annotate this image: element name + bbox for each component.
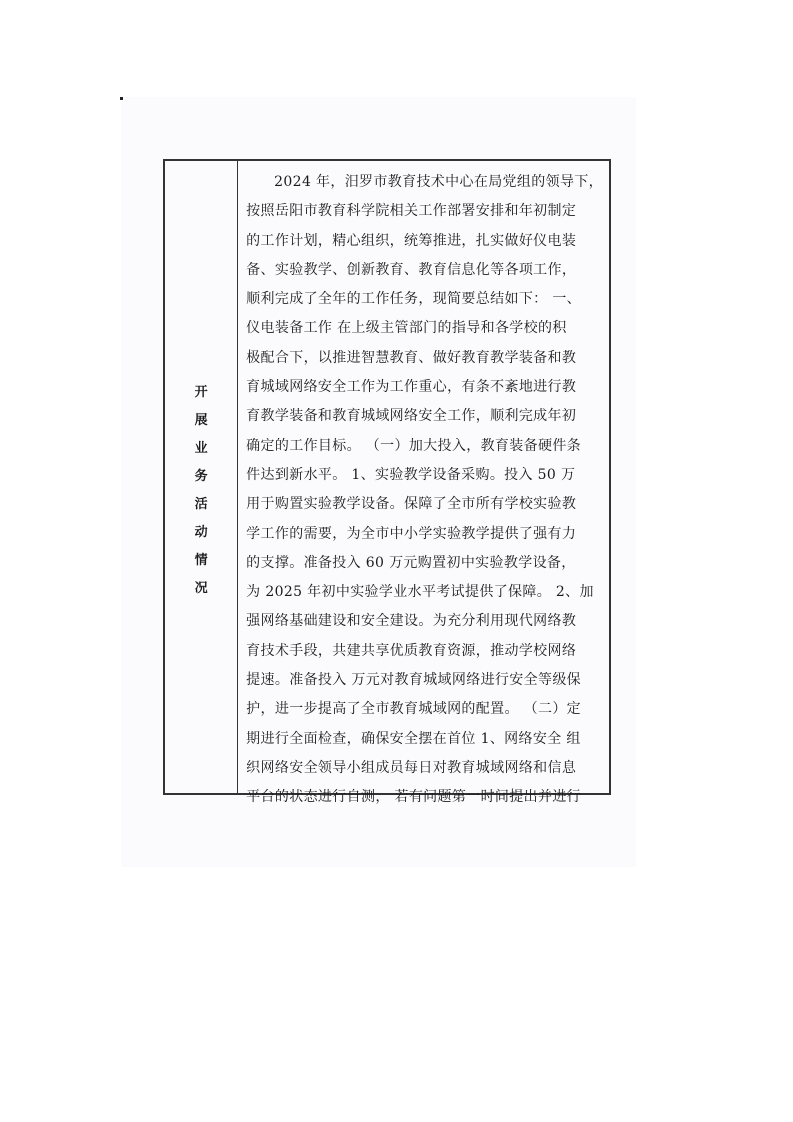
row-label-char: 情: [194, 553, 208, 568]
content-line: 平台的状态进行自测， 若有问题第一时间提出并进行: [246, 789, 582, 806]
content-line: 提速。准备投入 万元对教育城域网络进行安全等级保: [246, 672, 582, 689]
content-line: 用于购置实验教学设备。保障了全市所有学校实验教: [246, 496, 577, 513]
content-line: 期进行全面检查，确保安全摆在首位 1、网络安全 组: [246, 730, 581, 747]
row-label-cell: [165, 161, 238, 793]
content-line: 确定的工作目标。 （一）加大投入，教育装备硬件条: [246, 437, 582, 454]
row-label-char: 活: [194, 497, 208, 512]
row-label-char: 务: [194, 469, 208, 484]
row-label-char: 业: [194, 441, 208, 456]
content-line: 学工作的需要，为全市中小学实验教学提供了强有力: [246, 525, 577, 542]
content-line: 2024 年，汨罗市教育技术中心在局党组的领导下，: [274, 174, 603, 190]
content-line: 仪电装备工作 在上级主管部门的指导和各学校的积: [246, 320, 567, 337]
content-line: 备、实验教学、创新教育、教育信息化等各项工作，: [246, 261, 577, 278]
row-label-char: 开: [194, 385, 208, 400]
row-label-char: 况: [194, 581, 208, 596]
activity-content-cell: [238, 161, 609, 806]
scan-mark: [120, 97, 123, 100]
content-line: 件达到新水平。 1、实验教学设备采购。投入 50 万: [246, 466, 576, 483]
report-table: [163, 159, 611, 806]
content-line: 的支撑。准备投入 60 万元购置初中实验教学设备，: [246, 554, 576, 571]
content-line: 育技术手段，共建共享优质教育资源，推动学校网络: [246, 642, 577, 659]
content-line: 的工作计划，精心组织，统筹推进，扎实做好仪电装: [246, 232, 577, 249]
row-label: [195, 379, 208, 603]
content-line: 顺利完成了全年的工作任务，现简要总结如下： 一、: [246, 291, 582, 308]
content-line: 极配合下，以推进智慧教育、做好教育教学装备和教: [246, 349, 577, 366]
content-line: 强网络基础建设和安全建设。为充分利用现代网络教: [246, 613, 577, 630]
content-line: 织网络安全领导小组成员每日对教育城域网络和信息: [246, 759, 577, 776]
row-label-char: 动: [194, 525, 208, 540]
row-label-char: 展: [194, 413, 208, 428]
content-line: 育教学装备和教育城域网络安全工作，顺利完成年初: [246, 408, 577, 425]
content-line: 护，进一步提高了全市教育城域网的配置。 （二）定: [246, 701, 582, 718]
content-line: 按照岳阳市教育科学院相关工作部署安排和年初制定: [246, 203, 577, 220]
content-line: 为 2025 年初中实验学业水平考试提供了保障。 2、加: [246, 584, 594, 601]
content-line: 育城域网络安全工作为工作重心，有条不紊地进行教: [246, 379, 577, 396]
